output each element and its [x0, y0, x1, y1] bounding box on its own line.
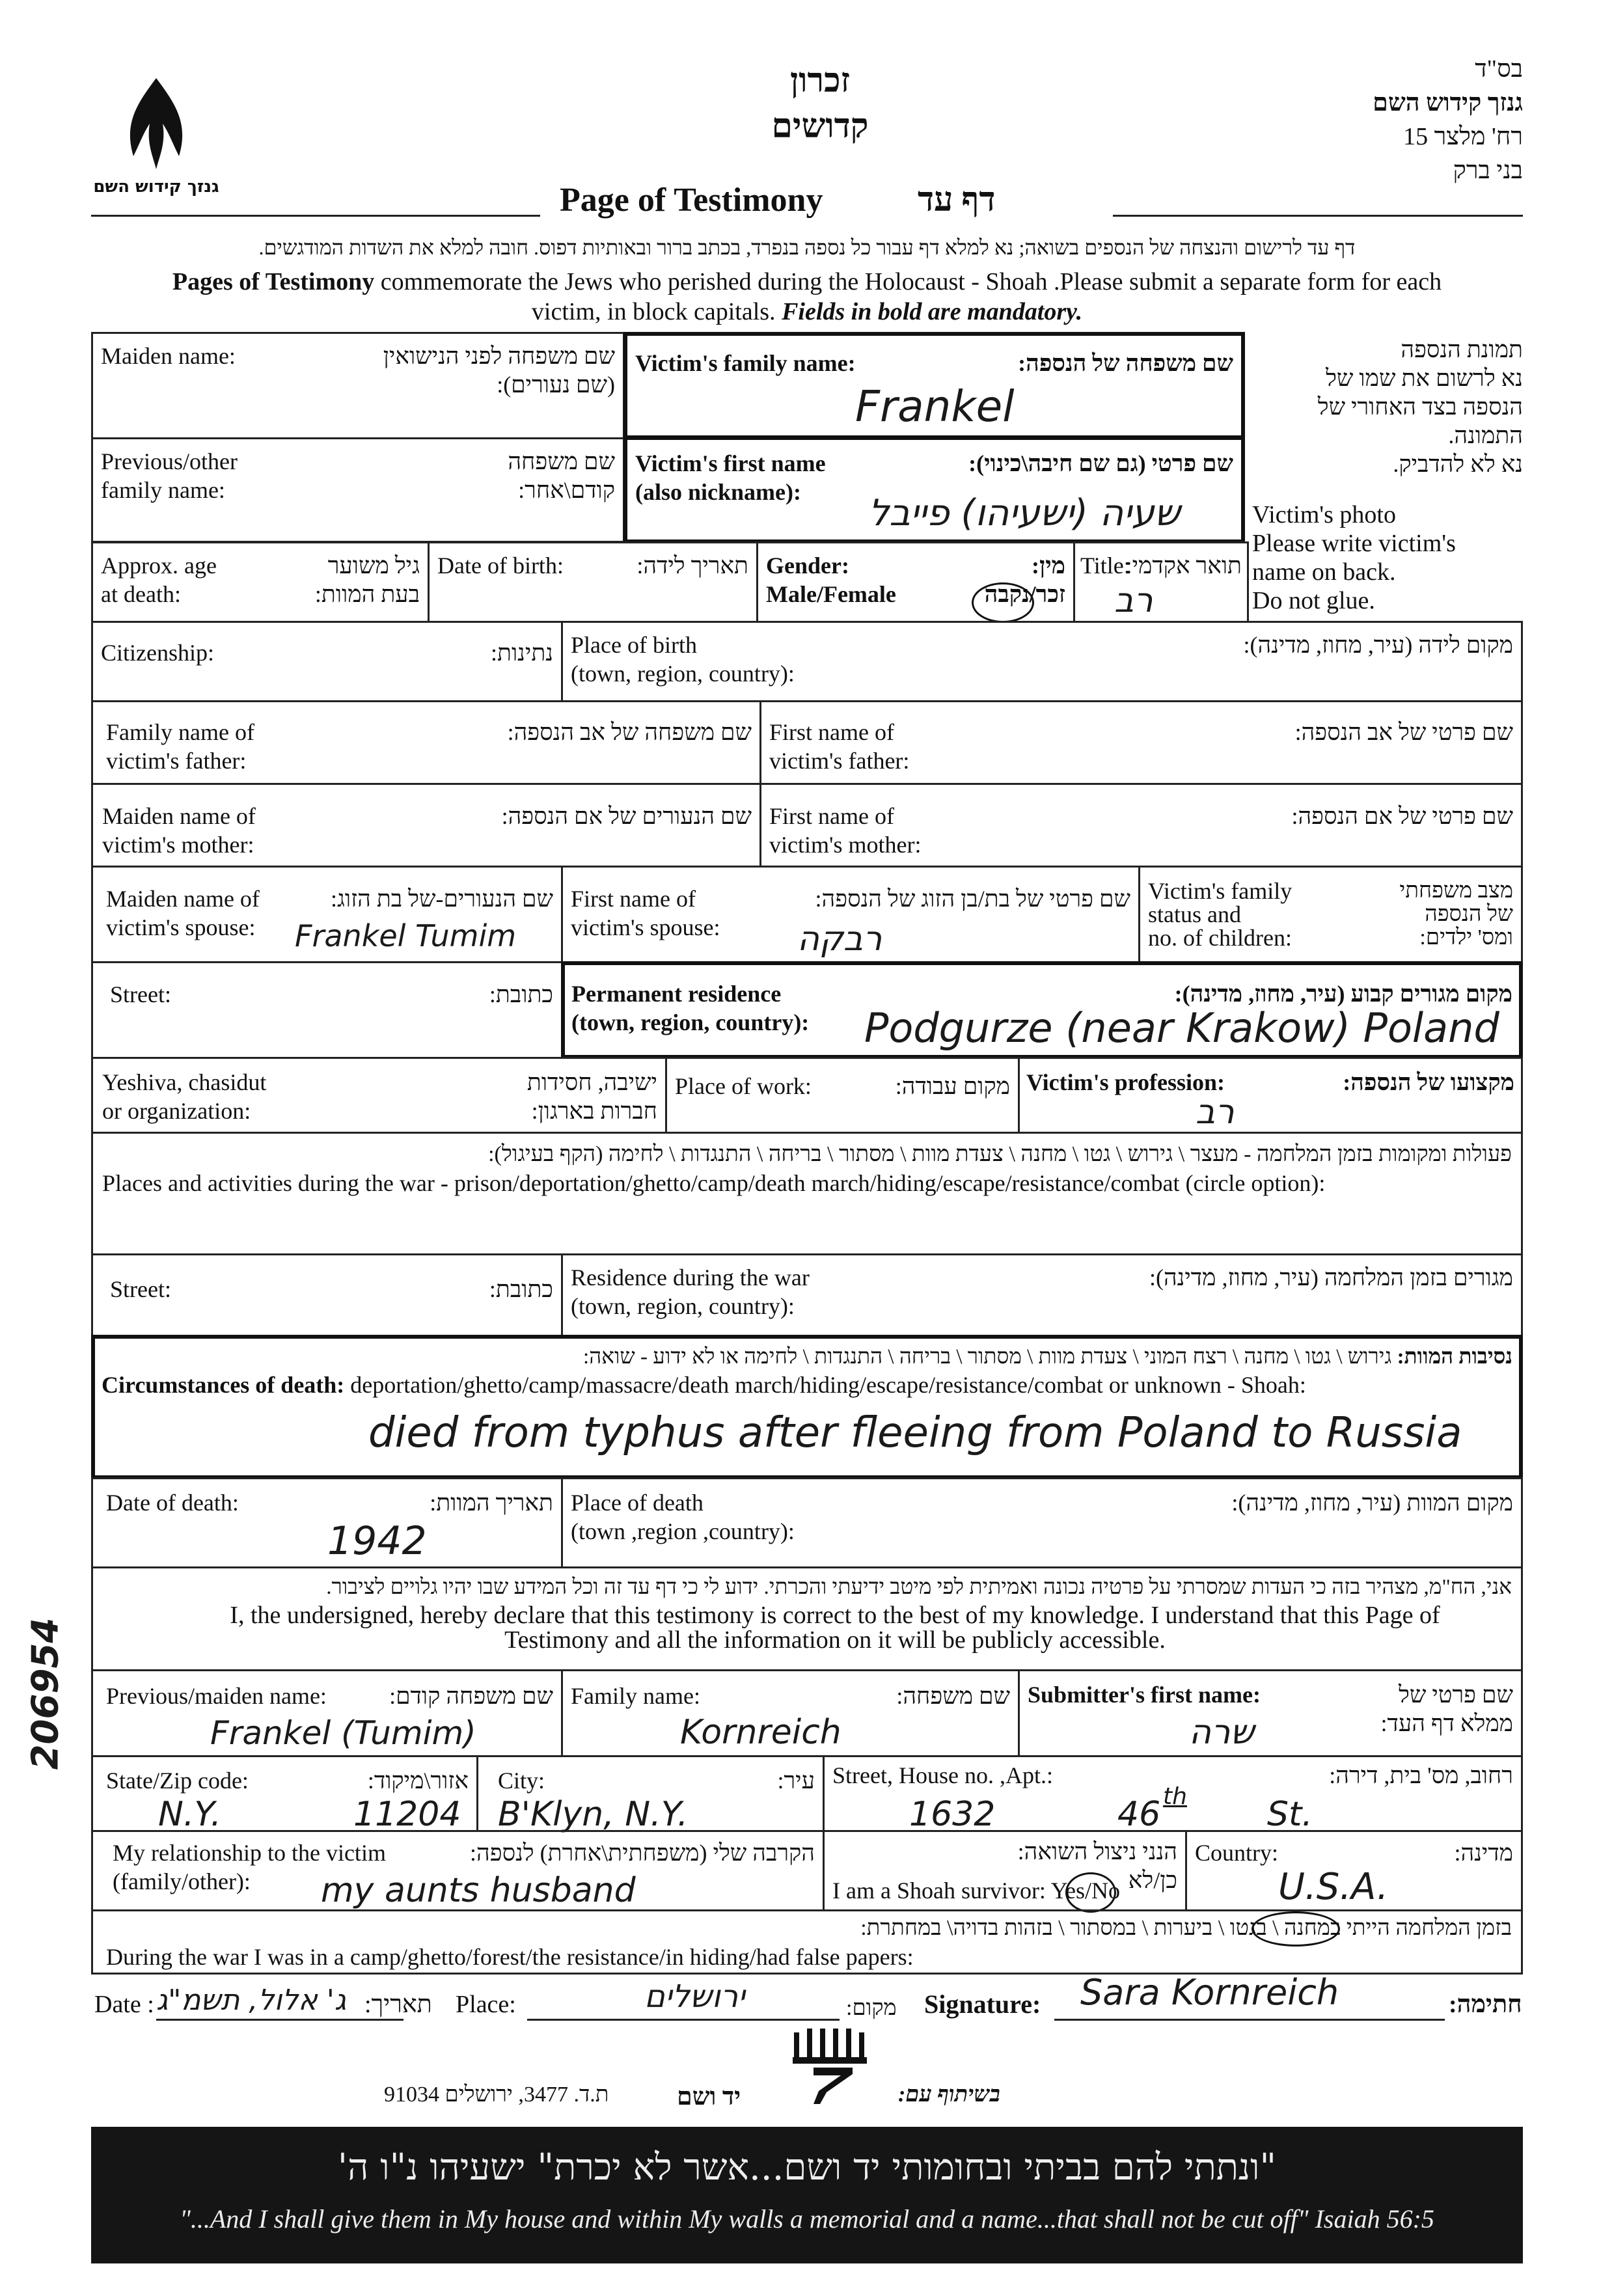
war-residence-en-1: Residence during the war [571, 1264, 810, 1291]
family-status-he-2: של הנספה [1425, 902, 1513, 926]
declaration-area [91, 1566, 1523, 1684]
photo-he-4: התמונה. [1448, 422, 1523, 448]
yeshiva-he-2: חברות בארגון: [531, 1098, 657, 1124]
address-line-3: רח' מלצר 15 [1403, 123, 1523, 150]
intro-en-text-2: victim, in block capitals. [531, 298, 776, 325]
street-label-he: כתובת: [489, 981, 553, 1007]
submitter-street-suffix: th [1163, 1783, 1187, 1810]
cooperation-label: בשיתוף עם: [898, 2083, 1000, 2107]
submitter-city-label-en: City: [498, 1768, 545, 1794]
dob-label-he: תאריך לידה: [636, 553, 748, 579]
profession-value: רב [1196, 1093, 1235, 1132]
quote-he: "ונתתי להם בביתי ובחומותי יד ושם...אשר לא יכרת" ישעיהו נ"ו ה' [337, 2146, 1277, 2189]
date-value: ג' אלול, תשמ"ג [156, 1984, 346, 2017]
circumstances-he-bold: נסיבות המוות: [1397, 1345, 1512, 1369]
war-residence-en-2: (town, region, country): [571, 1293, 795, 1319]
work-cell[interactable] [665, 1057, 1020, 1134]
title-he: דף עד [918, 182, 996, 219]
date-line [156, 2019, 404, 2021]
spouse-first-value: רבקה [797, 920, 882, 959]
residence-en-1: Permanent residence [571, 981, 782, 1007]
father-family-en-1: Family name of [106, 719, 254, 745]
profession-label-en: Victim's profession: [1026, 1069, 1225, 1095]
war-location-camp-circle [1252, 1911, 1340, 1947]
war-street-label-en: Street: [110, 1276, 171, 1302]
yeshiva-cell[interactable] [91, 1057, 667, 1134]
spouse-first-label-he: שם פרטי של בת/בן הזוג של הנספה: [815, 886, 1130, 912]
survivor-he-1: הנני ניצול השואה: [1017, 1838, 1177, 1865]
declaration-en-1: I, the undersigned, hereby declare that this testimony is correct to the best of my knowledge. I understand that this Page of [230, 1602, 1440, 1629]
family-status-en-3: no. of children: [1148, 925, 1292, 951]
submitter-prev-name-label-en: Previous/maiden name: [106, 1683, 327, 1709]
permanent-residence-cell[interactable] [561, 961, 1523, 1059]
activities-label-he: פעולות ומקומות בזמן המלחמה - מעצר \ גירוש \ גטו \ מחנה \ צעדת מוות \ מסתור \ בריחה \ התנגדות \ לחימה (הקף בעיגול): [488, 1142, 1512, 1166]
country-label-en: Country: [1195, 1840, 1279, 1866]
place-death-label-he: מקום המוות (עיר, מחוז, מדינה): [1231, 1490, 1513, 1516]
war-residence-label-he: מגורים בזמן המלחמה (עיר, מחוז, מדינה): [1149, 1264, 1513, 1291]
place-value: ירושלים [644, 1978, 745, 2015]
submitter-family-label-he: שם משפחה: [896, 1683, 1010, 1709]
family-name-value: Frankel [855, 381, 1015, 431]
place-line [527, 2019, 840, 2021]
war-location-cell[interactable] [91, 1909, 1523, 1975]
yeshiva-en-2: or organization: [102, 1098, 251, 1124]
logo-text: גנזך קידוש השם [93, 177, 219, 197]
dod-value: 1942 [327, 1518, 427, 1564]
yad-vashem-address: ת.ד. 3477, ירושלים 91034 [384, 2083, 609, 2107]
submitter-street-label-en: Street, House no. ,Apt.: [832, 1762, 1053, 1788]
residence-en-2: (town, region, country): [571, 1009, 810, 1035]
intro-en-mandatory: Fields in bold are mandatory. [782, 298, 1083, 325]
spouse-maiden-cell[interactable] [91, 866, 563, 963]
survivor-yes-circle [1065, 1872, 1116, 1913]
citizenship-label-he: נתינות: [491, 640, 553, 666]
photo-he-5: נא לא להדביק. [1393, 451, 1523, 477]
profession-label-he: מקצועו של הנספה: [1343, 1069, 1514, 1095]
mother-first-en-1: First name of [769, 803, 894, 829]
submitter-street-label-he: רחוב, מס' בית, דירה: [1329, 1762, 1513, 1788]
birthplace-cell[interactable] [561, 621, 1523, 702]
gender-he-1: מין: [1032, 553, 1065, 579]
street-cell[interactable] [91, 961, 563, 1059]
previous-name-he-1: שם משפחה [508, 448, 615, 474]
address-line-1: בס"ד [1475, 55, 1523, 83]
place-label-he: מקום: [846, 1996, 897, 2020]
submitter-family-cell[interactable] [561, 1669, 1020, 1757]
title-rule-left [91, 215, 540, 217]
mother-first-cell[interactable] [759, 783, 1523, 868]
photo-he-2: נא לרשום את שמו של [1326, 365, 1523, 391]
submitter-st-value: St. [1267, 1795, 1313, 1834]
age-en-1: Approx. age [101, 553, 217, 579]
spouse-first-en-1: First name of [571, 886, 696, 912]
father-first-en-2: victim's father: [769, 748, 910, 774]
intro-en-text: commemorate the Jews who perished during the Holocaust - Shoah .Please submit a separate form for each [380, 268, 1442, 295]
previous-name-label-en [101, 447, 238, 504]
age-he-1: גיל משוער [327, 553, 420, 579]
address-line-4: בני ברק [1453, 157, 1523, 184]
submitter-house-value: 1632 [909, 1795, 996, 1834]
citizenship-label-en: Citizenship: [101, 640, 214, 666]
photo-he-1: תמונת הנספה [1401, 336, 1523, 362]
relationship-value: my aunts husband [321, 1871, 636, 1910]
submitter-zip-label-en: State/Zip code: [106, 1768, 249, 1794]
submitter-first-he-2: ממלא דף העד: [1380, 1710, 1513, 1736]
dod-cell[interactable] [91, 1477, 563, 1568]
maiden-name-label-en: Maiden name: [101, 343, 236, 369]
dod-label-he: תאריך המוות: [430, 1490, 553, 1516]
submitter-family-label-en: Family name: [571, 1683, 700, 1709]
intro-he: דף עד לרישום והנצחה של הנספים בשואה; נא למלא דף עבור כל נספה בנפרד, בכתב ברור ובאותיות דפוס. חובה למלא את השדות המודגשים. [258, 236, 1356, 259]
submitter-zip-label-he: אזור\מיקוד: [367, 1768, 469, 1794]
submitter-first-cell[interactable] [1018, 1669, 1523, 1757]
family-status-he-3: ומס' ילדים: [1419, 925, 1513, 950]
spouse-first-en-2: victim's spouse: [571, 914, 720, 940]
submitter-street-cell[interactable] [823, 1755, 1523, 1832]
submitter-prev-name-value: Frankel (Tumim) [210, 1714, 476, 1752]
relationship-en-1: My relationship to the victim [113, 1840, 386, 1866]
spouse-maiden-label-he: שם הנעורים-של בת הזוג: [331, 886, 553, 912]
title-label-en: Title: [1080, 553, 1130, 579]
title-cell[interactable] [1073, 541, 1249, 623]
first-name-en-1: Victim's first name [635, 450, 826, 476]
father-family-cell[interactable] [91, 700, 761, 785]
photo-en-3: name on back. [1252, 558, 1396, 586]
father-first-cell[interactable] [759, 700, 1523, 785]
birthplace-label-he: מקום לידה (עיר, מחוז, מדינה): [1243, 632, 1513, 658]
mother-maiden-cell[interactable] [91, 783, 761, 868]
maiden-name-label-he: שם משפחה לפני הנישואין (שם נעורים): [383, 343, 615, 398]
gender-male-circle [972, 582, 1034, 623]
gender-cell[interactable] [756, 541, 1075, 623]
intro-en [91, 267, 1523, 327]
father-family-label-he: שם משפחה של אב הנספה: [507, 719, 752, 745]
photo-en-1: Victim's photo [1252, 501, 1396, 528]
top-center-line-2: קדושים [771, 108, 869, 145]
dob-cell[interactable] [428, 541, 758, 623]
submitter-zip-value: 11204 [353, 1795, 461, 1834]
submitter-family-value: Kornreich [680, 1713, 841, 1752]
previous-name-en-2: family name: [101, 477, 225, 503]
quote-banner [91, 2127, 1523, 2263]
signature-label-he: חתימה: [1449, 1991, 1522, 2018]
address-line-2: גנזך קידוש השם [1373, 89, 1523, 116]
intro-en-bold: Pages of Testimony [172, 268, 375, 295]
citizenship-cell[interactable] [91, 621, 563, 702]
first-name-value: שעיה (ישעיהו) פייבל [868, 492, 1181, 534]
first-name-label-he: שם פרטי (גם שם חיבה\כינוי): [968, 450, 1233, 476]
date-label-he: תאריך: [364, 1991, 432, 2018]
gender-en-1: Gender: [766, 553, 849, 579]
previous-name-label-he [508, 447, 615, 504]
family-name-label-en: Victim's family name: [635, 350, 856, 376]
relationship-en-2: (family/other): [113, 1868, 251, 1894]
place-label-en: Place: [456, 1991, 516, 2018]
victim-photo-area [1250, 335, 1523, 622]
submitter-prev-name-label-he: שם משפחה קודם: [389, 1683, 553, 1709]
place-death-en-2: (town ,region ,country): [571, 1518, 795, 1544]
circumstances-value: died from typhus after fleeing from Poland to Russia [368, 1409, 1462, 1457]
yad-vashem-logo [787, 2027, 872, 2105]
birthplace-en-2: (town, region, country): [571, 661, 795, 687]
yeshiva-en-1: Yeshiva, chasidut [102, 1069, 267, 1095]
circumstances-en-bold: Circumstances of death: [102, 1372, 345, 1398]
submitter-state-value: N.Y. [158, 1795, 222, 1834]
photo-en-2: Please write victim's [1252, 530, 1456, 557]
work-label-he: מקום עבודה: [895, 1073, 1010, 1099]
survivor-label-en: I am a Shoah survivor: Yes/No [832, 1878, 1120, 1904]
date-label-en: Date : [94, 1991, 154, 2018]
previous-name-he-2: קודם\אחר: [518, 477, 615, 503]
profession-cell[interactable] [1018, 1057, 1523, 1134]
father-family-en-2: victim's father: [106, 748, 247, 774]
top-center-line-1: זכרון [789, 62, 850, 100]
dod-label-en: Date of death: [106, 1490, 239, 1516]
family-status-he-1: מצב משפחתי [1399, 879, 1513, 903]
age-he-2: בעת המוות: [314, 581, 420, 607]
age-cell[interactable] [91, 541, 430, 623]
relationship-cell[interactable] [91, 1830, 825, 1911]
top-center-title [755, 59, 885, 150]
spouse-first-cell[interactable] [561, 866, 1140, 963]
residence-value: Podgurze (near Krakow) Poland [864, 1004, 1499, 1052]
photo-en-4: Do not glue. [1252, 587, 1375, 614]
place-death-en-1: Place of death [571, 1490, 704, 1516]
spouse-maiden-en-1: Maiden name of [106, 886, 260, 912]
family-name-label-he: שם משפחה של הנספה: [1018, 350, 1233, 376]
top-right-address [1237, 52, 1523, 187]
gender-en-2: Male/Female [766, 581, 896, 607]
age-en-2: at death: [101, 581, 181, 607]
first-name-en-2: (also nickname): [635, 479, 801, 505]
submitter-first-he-1: שם פרטי של [1398, 1682, 1513, 1708]
submitter-city-cell[interactable] [476, 1755, 825, 1832]
war-street-label-he: כתובת: [489, 1276, 553, 1302]
submitter-zip-cell[interactable] [91, 1755, 478, 1832]
first-name-label-en [635, 449, 826, 506]
war-location-label-en: During the war I was in a camp/ghetto/forest/the resistance/in hiding/had false papers: [106, 1944, 914, 1970]
circumstances-he: גירוש \ גטו \ מחנה \ רצח המוני \ צעדת מוות \ מסתור \ בריחה \ התנגדות \ לחימה או לא ידוע - שואה: [583, 1345, 1392, 1369]
declaration-he: אני, הח"מ, מצהיר בזה כי העדות שמסרתי על פרטיה נכונה ואמיתית לפי מיטב ידיעתי והכרתי. ידוע לי כי דף עד זה וכל המידע שבו יהיו גלויים לציבור. [326, 1576, 1512, 1599]
submitter-city-value: B'Klyn, N.Y. [498, 1795, 689, 1834]
submitter-first-label-en: Submitter's first name: [1028, 1682, 1261, 1708]
title-rule-right [1113, 215, 1523, 217]
spouse-maiden-en-2: victim's spouse: [106, 914, 256, 940]
side-registration-number: 206954 [24, 1617, 67, 1770]
title-value: רב [1114, 581, 1153, 620]
dob-label-en: Date of birth: [437, 553, 564, 579]
previous-name-cell[interactable] [91, 437, 625, 543]
submitter-city-label-he: עיר: [777, 1768, 815, 1794]
submitter-street-no-value: 46 [1117, 1795, 1161, 1834]
title-label-he: תואר אקדמי: [1125, 553, 1242, 579]
signature-line [1054, 2019, 1445, 2021]
father-first-label-he: שם פרטי של אב הנספה: [1294, 719, 1513, 745]
first-name-cell[interactable] [623, 436, 1245, 543]
submitter-first-value: שרה [1189, 1713, 1255, 1752]
circumstances-cell[interactable] [91, 1335, 1523, 1479]
spouse-maiden-value: Frankel Tumim [295, 918, 517, 953]
title-en: Page of Testimony [560, 182, 823, 219]
circumstances-en: deportation/ghetto/camp/massacre/death march/hiding/escape/resistance/combat or unknown - Shoah: [350, 1372, 1306, 1398]
birthplace-en-1: Place of birth [571, 632, 697, 658]
family-name-cell[interactable] [623, 332, 1245, 439]
mother-maiden-label-he: שם הנעורים של אם הנספה: [501, 803, 752, 829]
signature-label-en: Signature: [924, 1989, 1041, 2019]
work-label-en: Place of work: [675, 1073, 812, 1099]
previous-name-en-1: Previous/other [101, 448, 238, 474]
family-status-en-1: Victim's family [1148, 878, 1293, 904]
activities-cell[interactable] [91, 1132, 1523, 1255]
family-status-en-2: status and [1148, 901, 1241, 927]
maiden-name-cell[interactable] [91, 332, 625, 439]
mother-first-en-2: victim's mother: [769, 832, 922, 858]
country-cell[interactable] [1185, 1830, 1523, 1911]
family-status-cell[interactable] [1138, 866, 1523, 963]
declaration-en-2: Testimony and all the information on it will be publicly accessible. [504, 1626, 1166, 1654]
yeshiva-he-1: ישיבה, חסידות [527, 1069, 657, 1095]
activities-label-en: Places and activities during the war - prison/deportation/ghetto/camp/death march/hiding/escape/resistance/combat (circle option): [102, 1170, 1326, 1196]
submitter-prev-name-cell[interactable] [91, 1669, 563, 1757]
war-residence-cell[interactable] [561, 1253, 1523, 1337]
relationship-label-he: הקרבה שלי (משפחתית\אחרת) לנספה: [470, 1840, 815, 1866]
country-value: U.S.A. [1278, 1866, 1389, 1908]
country-label-he: מדינה: [1454, 1840, 1513, 1866]
father-first-en-1: First name of [769, 719, 894, 745]
photo-he-3: הנספה בצד האחורי של [1317, 394, 1523, 420]
survivor-cell[interactable] [823, 1830, 1187, 1911]
place-death-cell[interactable] [561, 1477, 1523, 1568]
signature-value: Sara Kornreich [1080, 1972, 1339, 2013]
quote-en: "...And I shall give them in My house and within My walls a memorial and a name...that shall not be cut off" Isaiah 56:5 [180, 2204, 1434, 2234]
kiddush-hashem-logo [93, 72, 219, 202]
mother-first-label-he: שם פרטי של אם הנספה: [1291, 803, 1513, 829]
survivor-he-2: כן/לא [1128, 1867, 1177, 1893]
mother-maiden-en-1: Maiden name of [102, 803, 256, 829]
mother-maiden-en-2: victim's mother: [102, 832, 254, 858]
yad-vashem-name: יד ושם [677, 2083, 741, 2111]
street-label-en: Street: [110, 981, 171, 1007]
gender-he-2: זכר/נקבה [984, 581, 1065, 607]
residence-label-he: מקום מגורים קבוע (עיר, מחוז, מדינה): [1174, 981, 1512, 1007]
war-street-cell[interactable] [91, 1253, 563, 1337]
war-location-label-he: בזמן המלחמה הייתי במחנה \ בגטו \ ביערות \ במסתור \ בזהות בדויה\ במחתרת: [860, 1916, 1512, 1940]
